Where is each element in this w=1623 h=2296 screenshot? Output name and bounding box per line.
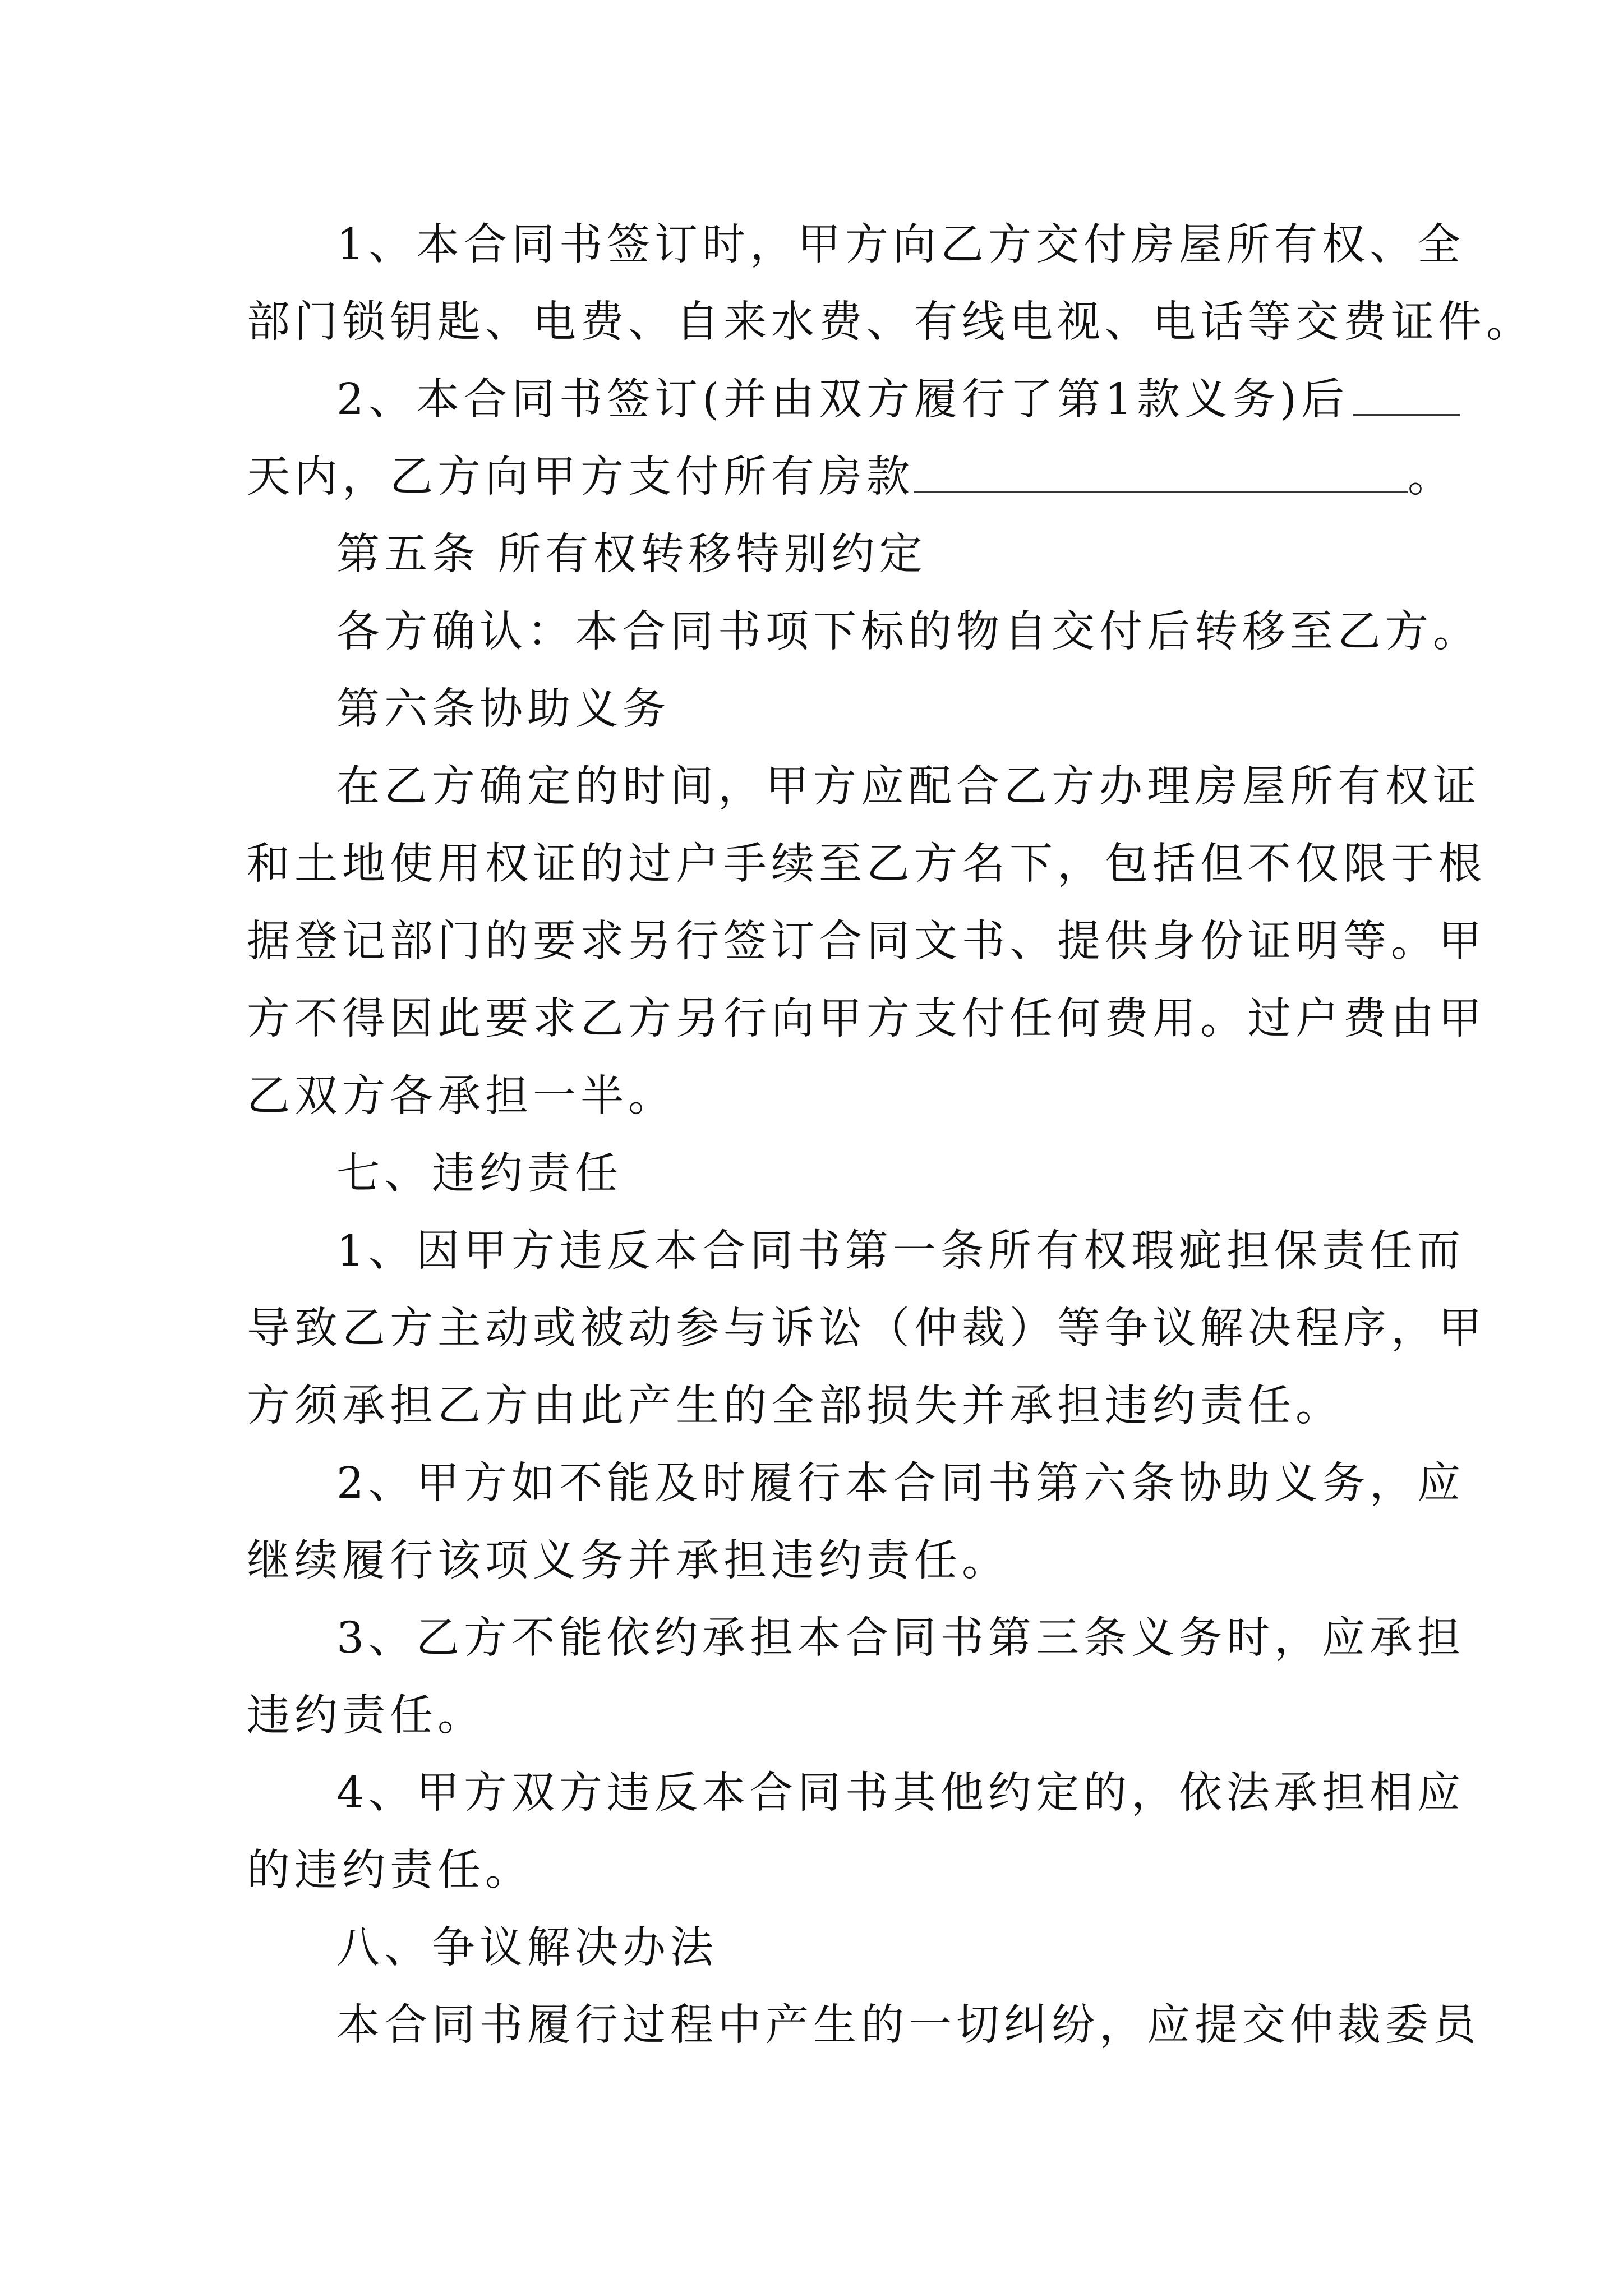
section-heading: 第五条 所有权转移特别约定	[336, 530, 927, 579]
paragraph-line: 的违约责任。	[247, 1846, 533, 1895]
paragraph-line: 2、甲方如不能及时履行本合同书第六条协助义务，应	[336, 1458, 1465, 1508]
section-heading: 八、争议解决办法	[336, 1923, 718, 1973]
paragraph-line: 3、乙方不能依约承担本合同书第三条义务时，应承担	[336, 1613, 1465, 1663]
paragraph-line: 部门锁钥匙、电费、自来水费、有线电视、电话等交费证件。	[247, 297, 1534, 347]
paragraph-line: 1、因甲方违反本合同书第一条所有权瑕疵担保责任而	[336, 1226, 1465, 1276]
paragraph-line: 和土地使用权证的过户手续至乙方名下，包括但不仅限于根	[247, 839, 1486, 889]
paragraph-line: 违约责任。	[247, 1691, 485, 1741]
paragraph-line: 方须承担乙方由此产生的全部损失并承担违约责任。	[247, 1381, 1343, 1431]
fill-in-blank	[914, 441, 1408, 493]
paragraph-line: 方不得因此要求乙方另行向甲方支付任何费用。过户费由甲	[247, 994, 1486, 1044]
paragraph-line: 继续履行该项义务并承担违约责任。	[247, 1536, 1009, 1586]
paragraph-line: 天内，乙方向甲方支付所有房款 。	[0, 441, 1623, 514]
paragraph-line: 据登记部门的要求另行签订合同文书、提供身份证明等。甲	[247, 917, 1486, 967]
paragraph-line: 1、本合同书签订时，甲方向乙方交付房屋所有权、全	[336, 220, 1465, 270]
paragraph-line: 本合同书履行过程中产生的一切纠纷，应提交仲裁委员	[336, 2000, 1481, 2050]
paragraph-line: 在乙方确定的时间，甲方应配合乙方办理房屋所有权证	[336, 762, 1481, 812]
paragraph-line: 2、本合同书签订(并由双方履行了第1款义务)后	[0, 364, 1623, 436]
paragraph-line: 各方确认：本合同书项下标的物自交付后转移至乙方。	[336, 607, 1481, 657]
paragraph-line: 乙双方各承担一半。	[247, 1071, 676, 1121]
section-heading: 第六条协助义务	[336, 684, 670, 734]
fill-in-blank	[1353, 364, 1460, 416]
paragraph-line: 4、甲方双方违反本合同书其他约定的，依法承担相应	[336, 1768, 1465, 1818]
paragraph-line: 导致乙方主动或被动参与诉讼（仲裁）等争议解决程序，甲	[247, 1304, 1486, 1354]
section-heading: 七、违约责任	[336, 1149, 623, 1199]
